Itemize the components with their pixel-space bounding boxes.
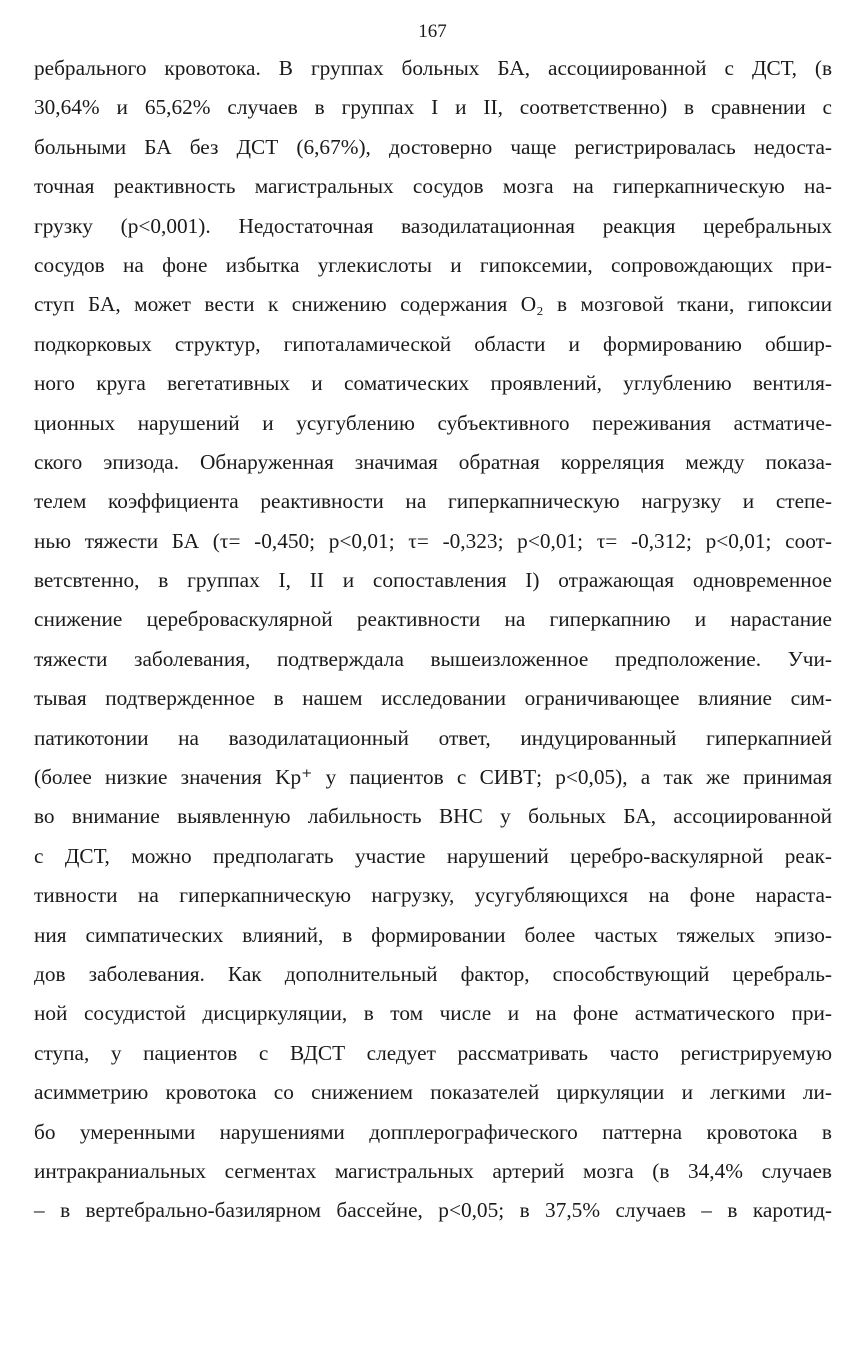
text-line: точная реактивность магистральных сосудов мозга на гиперкапническую на- xyxy=(34,174,832,199)
text-line: тивности на гиперкапническую нагрузку, усугубляющихся на фоне нараста- xyxy=(34,883,832,908)
text-line: ступ БА, может вести к снижению содержания O₂ в мозговой ткани, гипоксии xyxy=(34,292,832,317)
text-line: интракраниальных сегментах магистральных артерий мозга (в 34,4% случаев xyxy=(34,1158,832,1183)
text-line: грузку (p<0,001). Недостаточная вазодилатационная реакция церебральных xyxy=(34,213,832,238)
text-line: подкорковых структур, гипоталамической области и формированию обшир- xyxy=(34,331,832,356)
text-line: (более низкие значения Kp⁺ у пациентов с CИВТ; p<0,05), а так же принимая xyxy=(34,765,832,790)
text-line: ной сосудистой дисциркуляции, в том числе и на фоне астматического при- xyxy=(34,1001,832,1026)
text-line: бо умеренными нарушениями допплерографического паттерна кровотока в xyxy=(34,1119,832,1144)
page-number: 167 xyxy=(418,21,447,42)
text-line: с ДСТ, можно предполагать участие нарушений церебро-васкулярной реак- xyxy=(34,843,832,868)
text-line: сосудов на фоне избытка углекислоты и гипоксемии, сопровождающих при- xyxy=(34,252,832,277)
text-line: ветсвтенно, в группах I, II и сопоставления I) отражающая одновременное xyxy=(34,568,832,593)
text-line: – в вертебрально-базилярном бассейне, p<0,05; в 37,5% случаев – в каротид- xyxy=(34,1198,832,1223)
text-line: телем коэффициента реактивности на гиперкапническую нагрузку и степе- xyxy=(34,489,832,514)
text-line: ребрального кровотока. В группах больных БА, ассоциированной с ДСТ, (в xyxy=(34,56,832,80)
text-line: патикотонии на вазодилатационный ответ, индуцированный гиперкапнией xyxy=(34,725,832,750)
text-line: дов заболевания. Как дополнительный фактор, способствующий церебраль- xyxy=(34,961,832,986)
body-text xyxy=(34,49,832,1231)
text-line: ступа, у пациентов с ВДСТ следует рассматривать часто регистрируемую xyxy=(34,1040,832,1065)
text-line: во внимание выявленную лабильность ВНС у больных БА, ассоциированной xyxy=(34,804,832,829)
text-line: снижение цереброваскулярной реактивности на гиперкапнию и нарастание xyxy=(34,607,832,632)
text-line: ского эпизода. Обнаруженная значимая обратная корреляция между показа- xyxy=(34,449,832,474)
text-line: тывая подтвержденное в нашем исследовании ограничивающее влияние сим- xyxy=(34,686,832,711)
text-line: больными БА без ДСТ (6,67%), достоверно чаще регистрировалась недоста- xyxy=(34,134,832,159)
text-line: 30,64% и 65,62% случаев в группах I и II, соответственно) в сравнении с xyxy=(34,95,832,120)
text-line: ния симпатических влияний, в формировании более частых тяжелых эпизо- xyxy=(34,922,832,947)
text-line: нью тяжести БА (τ= -0,450; p<0,01; τ= -0,323; p<0,01; τ= -0,312; p<0,01; соот- xyxy=(34,528,832,553)
text-line: ционных нарушений и усугублению субъективного переживания астматиче- xyxy=(34,410,832,435)
text-line: тяжести заболевания, подтверждала вышеизложенное предположение. Учи- xyxy=(34,646,832,671)
text-line: асимметрию кровотока со снижением показателей циркуляции и легкими ли- xyxy=(34,1080,832,1105)
text-line: ного круга вегетативных и соматических проявлений, углублению вентиля- xyxy=(34,371,832,396)
